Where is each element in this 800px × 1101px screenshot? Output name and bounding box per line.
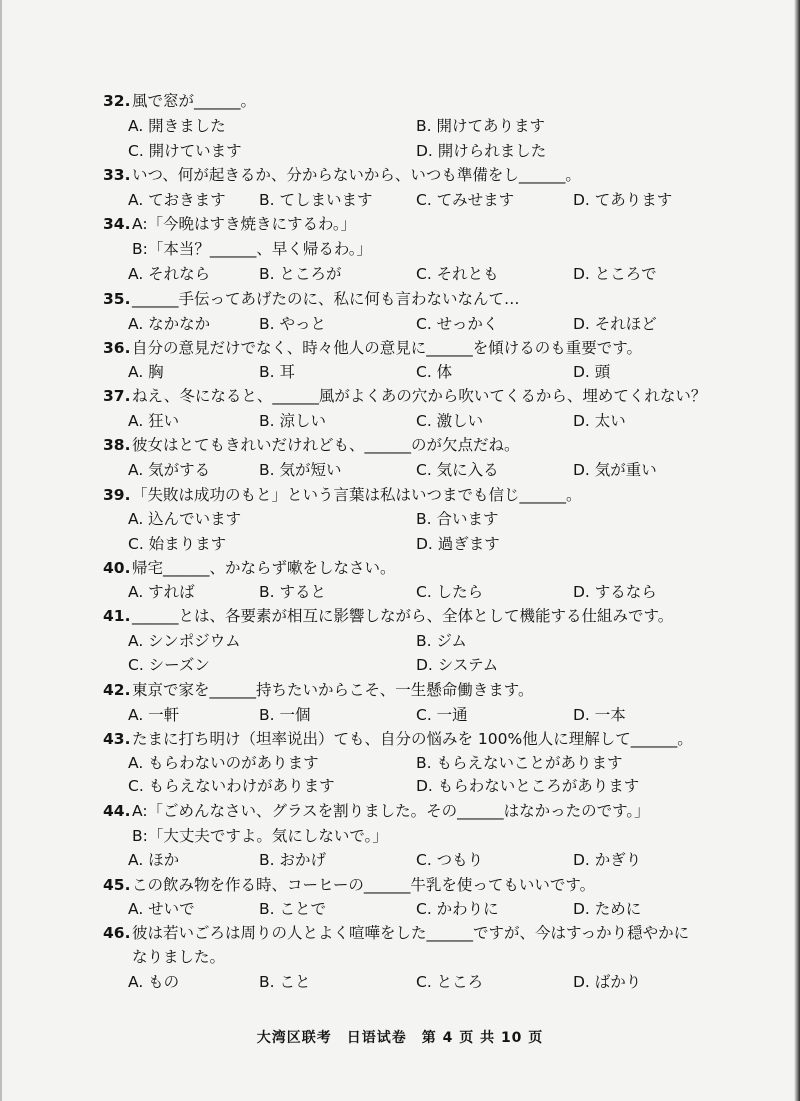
option-c: C. 体 — [416, 363, 453, 381]
option-b: B. こと — [259, 973, 311, 991]
question-number: 33. — [103, 166, 131, 184]
scan-edge-right — [794, 0, 800, 1101]
question-number: 46. — [103, 924, 131, 942]
question-number: 32. — [103, 92, 131, 110]
option-c: C. 気に入る — [416, 461, 499, 479]
option-b: B. 涼しい — [259, 412, 326, 430]
option-d: D. 気が重い — [573, 461, 657, 479]
option-d: D. もらわないところがあります — [416, 777, 640, 795]
option-d: D. てあります — [573, 191, 673, 209]
option-b: B. もらえないことがあります — [416, 754, 623, 772]
question-stem: 帰宅______、かならず嗽をしなさい。 — [132, 559, 396, 577]
option-a: A. 一軒 — [128, 706, 180, 724]
option-c: C. かわりに — [416, 900, 499, 918]
option-d: D. かぎり — [573, 851, 642, 869]
question-number: 35. — [103, 290, 131, 308]
option-a: A. せいで — [128, 900, 195, 918]
question-number: 34. — [103, 215, 131, 233]
option-d: D. 一本 — [573, 706, 626, 724]
option-b: B. やっと — [259, 315, 326, 333]
question-number: 36. — [103, 339, 131, 357]
option-a: A. ておきます — [128, 191, 226, 209]
option-d: D. 頭 — [573, 363, 611, 381]
option-a: A. 気がする — [128, 461, 211, 479]
option-a: A. もの — [128, 973, 180, 991]
option-a: A. すれば — [128, 583, 195, 601]
question-stem: 彼女はとてもきれいだけれども、______のが欠点だね。 — [132, 436, 520, 454]
question-number: 43. — [103, 730, 131, 748]
question-number: 45. — [103, 876, 131, 894]
option-c: C. 激しい — [416, 412, 484, 430]
question-stem: A:「今晩はすき焼きにするわ。」 — [132, 215, 357, 233]
option-a: A. 開きました — [128, 117, 226, 135]
option-a: A. なかなか — [128, 315, 211, 333]
question-number: 39. — [103, 486, 131, 504]
page-footer: 大湾区联考 日语试卷 第 4 页 共 10 页 — [256, 1030, 544, 1046]
option-c: C. それとも — [416, 265, 499, 283]
question-stem: 東京で家を______持ちたいからこそ、一生懸命働きます。 — [132, 681, 534, 699]
option-b: B. 一個 — [259, 706, 311, 724]
option-c: C. 始まります — [128, 535, 227, 553]
option-b: B. てしまいます — [259, 191, 373, 209]
option-b: B. 気が短い — [259, 461, 342, 479]
question-number: 42. — [103, 681, 131, 699]
question-number: 44. — [103, 802, 131, 820]
option-c: C. 開けています — [128, 142, 242, 160]
question-stem-continued: B:「大丈夫ですよ。気にしないで。」 — [132, 827, 388, 845]
option-c: C. せっかく — [416, 315, 499, 333]
option-d: D. ばかり — [573, 973, 642, 991]
option-c: C. もらえないわけがあります — [128, 777, 335, 795]
option-b: B. 合います — [416, 510, 499, 528]
question-number: 41. — [103, 607, 131, 625]
option-c: C. したら — [416, 583, 484, 601]
option-d: D. それほど — [573, 315, 657, 333]
question-stem: 自分の意見だけでなく、時々他人の意見に______を傾けるのも重要です。 — [132, 339, 642, 357]
option-a: A. もらわないのがあります — [128, 754, 319, 772]
option-a: A. ほか — [128, 851, 180, 869]
question-stem-continued: なりました。 — [132, 948, 226, 966]
question-stem: たまに打ち明け（坦率说出）ても、自分の悩みを 100%他人に理解して______。 — [132, 730, 693, 748]
option-d: D. 開けられました — [416, 142, 547, 160]
option-a: A. シンポジウム — [128, 632, 241, 650]
option-b: B. ことで — [259, 900, 326, 918]
option-a: A. それなら — [128, 265, 211, 283]
option-b: B. すると — [259, 583, 326, 601]
question-stem-continued: B:「本当？______、早く帰るわ。」 — [132, 240, 372, 258]
question-stem: A:「ごめんなさい、グラスを割りました。その______はなかったのです。」 — [132, 802, 650, 820]
option-b: B. おかげ — [259, 851, 326, 869]
option-a: A. 狂い — [128, 412, 180, 430]
option-b: B. 耳 — [259, 363, 295, 381]
question-number: 38. — [103, 436, 131, 454]
option-d: D. ために — [573, 900, 642, 918]
option-d: D. システム — [416, 656, 499, 674]
option-c: C. つもり — [416, 851, 484, 869]
question-number: 37. — [103, 387, 131, 405]
question-stem: この飲み物を作る時、コーヒーの______牛乳を使ってもいいです。 — [132, 876, 596, 894]
question-stem: ______とは、各要素が相互に影響しながら、全体として機能する仕組みです。 — [132, 607, 674, 625]
question-stem: 「失敗は成功のもと」という言葉は私はいつまでも信じ______。 — [132, 486, 582, 504]
option-d: D. 太い — [573, 412, 626, 430]
question-stem: 彼は若いごろは周りの人とよく喧嘩をした______ですが、今はすっかり穏やかに — [132, 924, 690, 942]
question-stem: いつ、何が起きるか、分からないから、いつも準備をし______。 — [132, 166, 581, 184]
question-stem: ねえ、冬になると、______風がよくあの穴から吹いてくるから、埋めてくれない？ — [132, 387, 707, 405]
option-d: D. 過ぎます — [416, 535, 500, 553]
option-a: A. 込んでいます — [128, 510, 242, 528]
question-number: 40. — [103, 559, 131, 577]
question-stem: ______手伝ってあげたのに、私に何も言わないなんて… — [132, 290, 520, 308]
scan-edge-left — [0, 0, 2, 1101]
option-c: C. てみせます — [416, 191, 515, 209]
option-d: D. ところで — [573, 265, 657, 283]
option-d: D. するなら — [573, 583, 657, 601]
option-c: C. ところ — [416, 973, 484, 991]
option-b: B. ところが — [259, 265, 342, 283]
option-c: C. シーズン — [128, 656, 210, 674]
option-a: A. 胸 — [128, 363, 164, 381]
option-b: B. 開けてあります — [416, 117, 545, 135]
question-stem: 風で窓が______。 — [132, 92, 257, 110]
option-b: B. ジム — [416, 632, 467, 650]
option-c: C. 一通 — [416, 706, 468, 724]
